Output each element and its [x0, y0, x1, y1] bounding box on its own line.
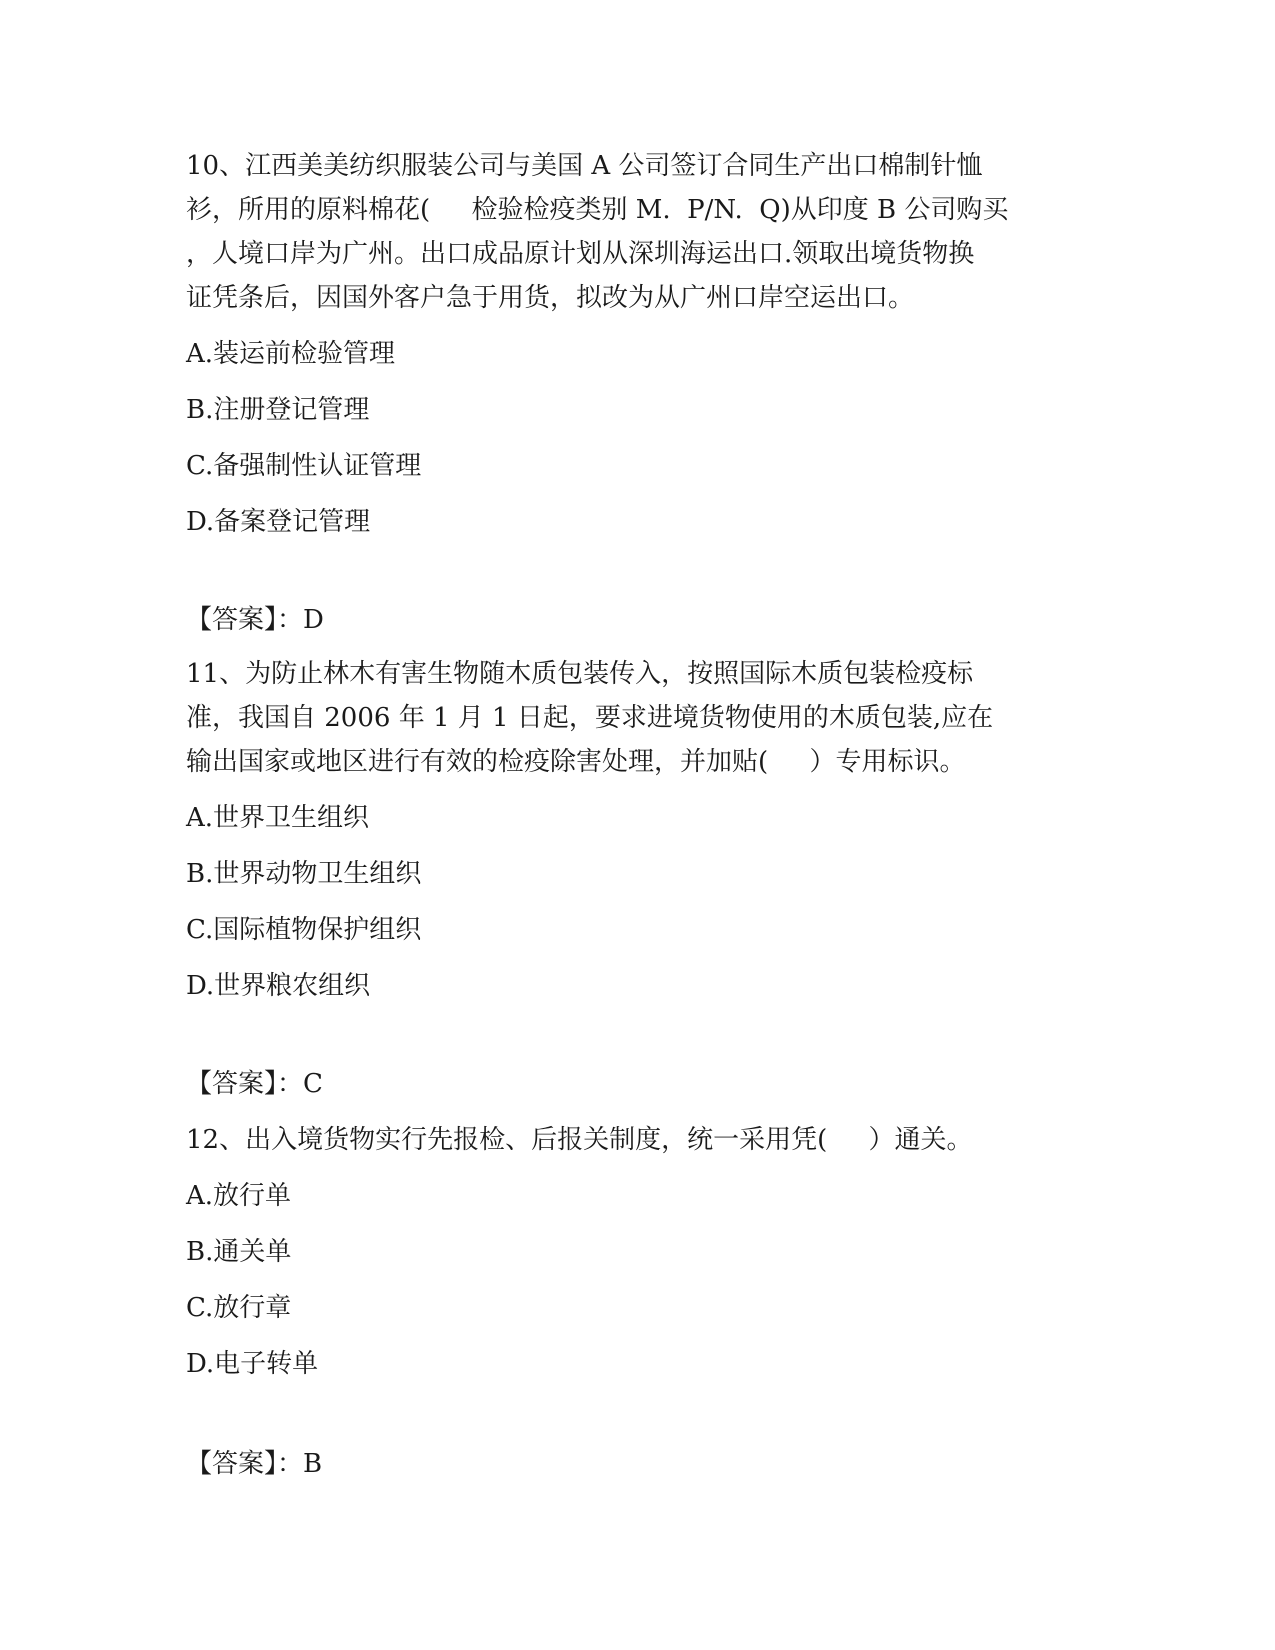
q10-option-a: A.装运前检验管理 [186, 339, 396, 369]
q10-stem-line-4: 证凭条后，因国外客户急于用货，拟改为从广州口岸空运出口。 [186, 283, 915, 313]
q12-option-d: D.电子转单 [186, 1349, 319, 1379]
q11-option-a: A.世界卫生组织 [186, 803, 370, 833]
q12-stem-line-1: 12、出入境货物实行先报检、后报关制度，统一采用凭( ）通关。 [186, 1125, 973, 1155]
q10-answer: 【答案】：D [186, 605, 324, 635]
q10-option-c: C.备强制性认证管理 [186, 451, 422, 481]
q10-stem-line-1: 10、江西美美纺织服装公司与美国 A 公司签订合同生产出口棉制针恤 [186, 151, 983, 181]
q12-option-b: B.通关单 [186, 1237, 292, 1267]
q11-answer: 【答案】：C [186, 1069, 323, 1099]
q11-stem-line-1: 11、为防止林木有害生物随木质包装传入，按照国际木质包装检疫标 [186, 659, 974, 689]
q11-stem-line-3: 输出国家或地区进行有效的检疫除害处理，并加贴( ）专用标识。 [186, 747, 966, 777]
q12-option-c: C.放行章 [186, 1293, 292, 1323]
q10-stem-line-2: 衫，所用的原料棉花( 检验检疫类别 M. P/N. Q)从印度 B 公司购买 [186, 195, 1009, 225]
q12-option-a: A.放行单 [186, 1181, 292, 1211]
q12-answer: 【答案】：B [186, 1449, 323, 1479]
q10-option-b: B.注册登记管理 [186, 395, 370, 425]
q11-option-c: C.国际植物保护组织 [186, 915, 422, 945]
q10-option-d: D.备案登记管理 [186, 507, 371, 537]
q10-stem-line-3: ，人境口岸为广州。出口成品原计划从深圳海运出口.领取出境货物换 [186, 239, 975, 269]
q11-stem-line-2: 准，我国自 2006 年 1 月 1 日起，要求进境货物使用的木质包装,应在 [186, 703, 994, 733]
q11-option-b: B.世界动物卫生组织 [186, 859, 422, 889]
q11-option-d: D.世界粮农组织 [186, 971, 371, 1001]
